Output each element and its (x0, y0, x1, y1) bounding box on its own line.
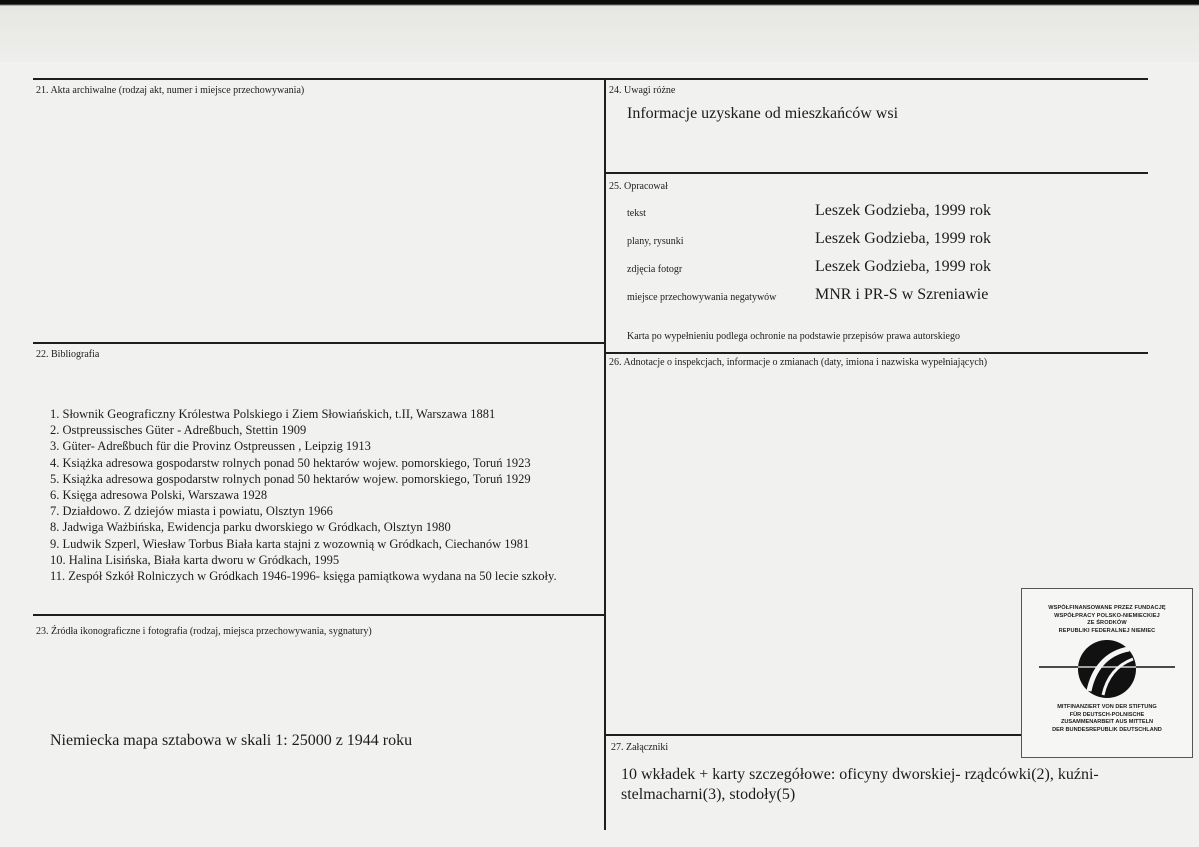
rule-right-25-26 (605, 352, 1148, 354)
row-value-plans: Leszek Godzieba, 1999 rok (815, 230, 991, 247)
list-item: 6. Księga adresowa Polski, Warszawa 1928 (50, 488, 268, 503)
bibliography-list (50, 406, 557, 584)
logo-text-line: FÜR DEUTSCH-POLNISCHE (1069, 711, 1145, 718)
logo-text-line: ZUSAMMENARBEIT AUS MITTELN (1060, 719, 1154, 725)
center-divider (604, 78, 606, 830)
list-item: 1. Słownik Geograficzny Królestwa Polskiego i Ziem Słowiańskich, t.II, Warszawa 1881 (50, 407, 496, 421)
list-item: 9. Ludwik Szperl, Wiesław Torbus Biała karta stajni z wozownią w Gródkach, Ciechanów 1981 (50, 536, 530, 551)
logo-text-line: WSPÓŁFINANSOWANE PRZEZ FUNDACJĘ (1048, 605, 1166, 611)
list-item: 10. Halina Lisińska, Biała karta dworu w Gródkach, 1995 (50, 552, 340, 567)
scan-top-edge (0, 0, 1199, 62)
rule-right-24-25 (605, 172, 1148, 174)
logo-text-line: WSPÓŁPRACY POLSKO-NIEMIECKIEJ (1054, 612, 1160, 619)
logo-german-text (1026, 704, 1188, 734)
row-value-negatives: MNR i PR-S w Szreniawie (815, 286, 989, 303)
list-item: 11. Zespół Szkół Rolniczych w Gródkach 1946-1996- księga pamiątkowa wydana na 50 lecie szkoły. (50, 569, 557, 584)
list-item: 5. Książka adresowa gospodarstw rolnych ponad 50 hektarów wojew. pomorskiego, Toruń 1929 (50, 471, 531, 486)
list-item: 7. Działdowo. Z dziejów miasta i powiatu, Olsztyn 1966 (50, 504, 333, 519)
logo-text-line: REPUBLIKI FEDERALNEJ NIEMIEC (1058, 627, 1156, 634)
row-value-photos: Leszek Godzieba, 1999 rok (815, 258, 991, 275)
iconography-text: Niemiecka mapa sztabowa w skali 1: 25000 z 1944 roku (50, 732, 413, 749)
section-26-heading: 26. Adnotacje o inspekcjach, informacje o zmianach (daty, imiona i nazwiska wypełniających) (609, 357, 988, 368)
logo-text-line: MITFINANZIERT VON DER STIFTUNG (1057, 704, 1157, 710)
copyright-note: Karta po wypełnieniu podlega ochronie na podstawie przepisów prawa autorskiego (627, 331, 960, 342)
foundation-emblem-icon (1037, 637, 1177, 705)
row-label-negatives: miejsce przechowywania negatywów (627, 292, 777, 303)
section-23-heading: 23. Źródła ikonograficzne i fotografia (rodzaj, miejsca przechowywania, sygnatury) (36, 626, 372, 637)
rule-right-26-27 (605, 734, 1021, 736)
row-label-text: tekst (627, 208, 646, 219)
remarks-text: Informacje uzyskane od mieszkańców wsi (627, 105, 899, 122)
section-24-heading: 24. Uwagi różne (609, 85, 676, 96)
section-25-heading: 25. Opracował (609, 181, 668, 192)
logo-polish-text (1026, 605, 1188, 635)
list-item: 8. Jadwiga Ważbińska, Ewidencja parku dworskiego w Gródkach, Olsztyn 1980 (50, 520, 451, 535)
attachments-line-1: 10 wkładek + karty szczegółowe: oficyny dworskiej- rządcówki(2), kuźni- (621, 766, 1099, 783)
row-label-plans: plany, rysunki (627, 236, 684, 247)
logo-text-line: DER BUNDESREPUBLIK DEUTSCHLAND (1052, 726, 1162, 733)
logo-text-line: ZE ŚRODKÓW (1087, 620, 1127, 626)
section-27-heading: 27. Załączniki (611, 742, 669, 753)
rule-left-21-22 (33, 342, 605, 344)
top-rule (33, 78, 1148, 80)
section-22-heading: 22. Bibliografia (36, 349, 100, 360)
list-item: 2. Ostpreussisches Güter - Adreßbuch, Stettin 1909 (50, 423, 307, 438)
rule-left-22-23 (33, 614, 605, 616)
list-item: 3. Güter- Adreßbuch für die Provinz Ostpreussen , Leipzig 1913 (50, 439, 371, 454)
section-21-heading: 21. Akta archiwalne (rodzaj akt, numer i miejsce przechowywania) (36, 85, 305, 96)
foundation-logo-panel (1021, 588, 1193, 758)
row-label-photos: zdjęcia fotogr (627, 264, 683, 275)
row-value-text: Leszek Godzieba, 1999 rok (815, 202, 991, 219)
list-item: 4. Książka adresowa gospodarstw rolnych ponad 50 hektarów wojew. pomorskiego, Toruń 1923 (50, 455, 531, 470)
attachments-line-2: stelmacharni(3), stodoły(5) (621, 786, 796, 803)
